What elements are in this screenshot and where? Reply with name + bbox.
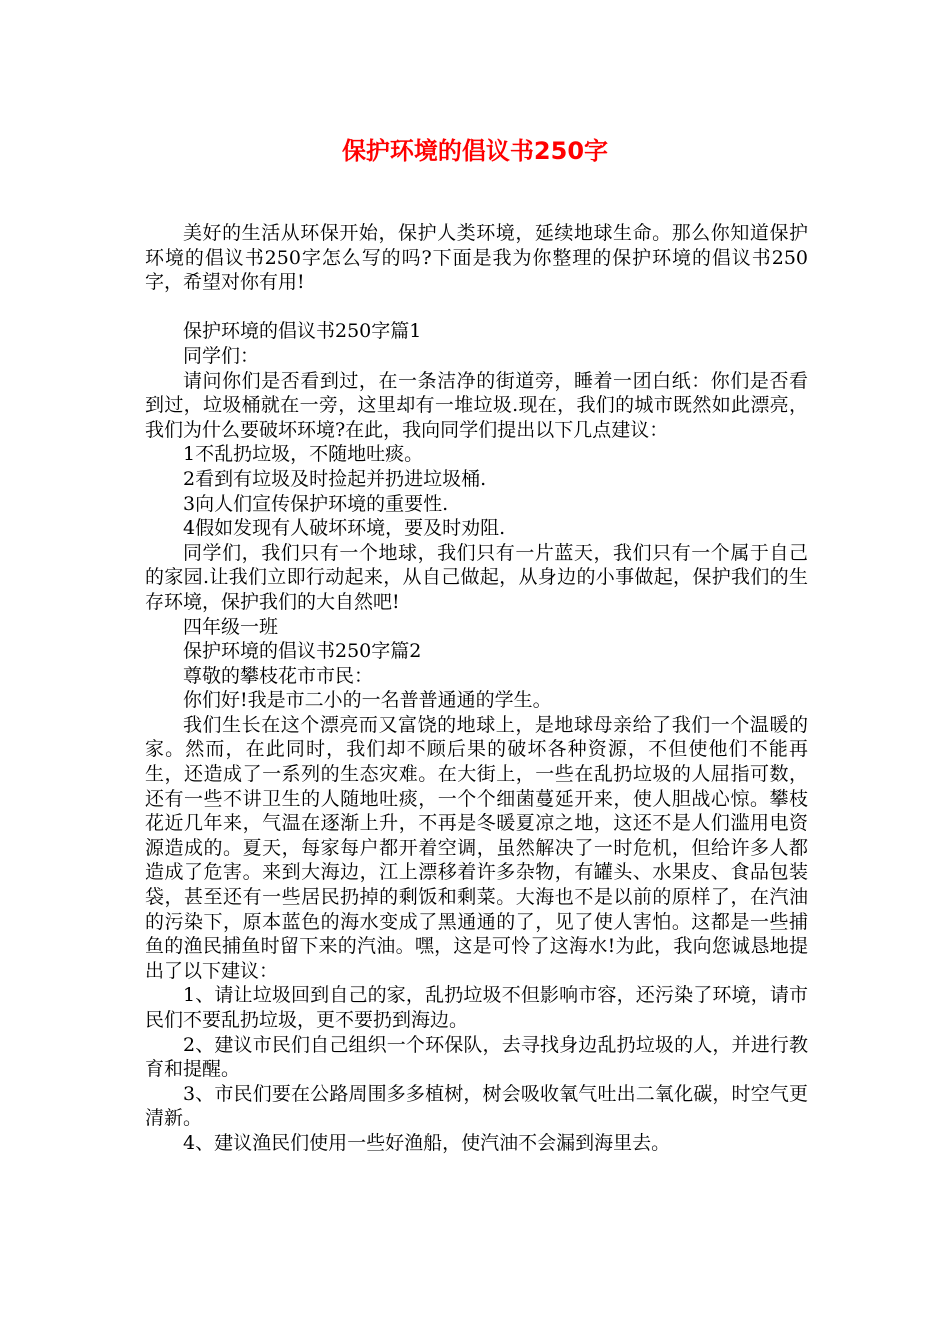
salutation-1: 同学们： — [183, 344, 260, 367]
list-item: 3、市民们要在公路周围多多植树，树会吸收氧气吐出二氧化碳，时空气更清新。 — [145, 1082, 808, 1130]
list-item: 3向人们宣传保护环境的重要性. — [183, 492, 449, 515]
section-heading-2: 保护环境的倡议书250字篇2 — [183, 640, 422, 663]
list-item: 1、请让垃圾回到自己的家，乱扔垃圾不但影响市容，还污染了环境，请市民们不要乱扔垃圾，更不要扔到海边。 — [145, 984, 808, 1031]
paragraph: 同学们，我们只有一个地球，我们只有一片蓝天，我们只有一个属于自己的家园.让我们立即行动起来，从自己做起，从身边的小事做起，保护我们的生存环境，保护我们的大自然吧! — [145, 541, 808, 613]
paragraph: 我们生长在这个漂亮而又富饶的地球上，是地球母亲给了我们一个温暖的家。然而，在此同时，我们却不顾后果的破坏各种资源，不但使他们不能再生，还造成了一系列的生态灾难。在大街上，一些在乱扔垃圾的人屈指可数，还有一些不讲卫生的人随地吐痰，一个个细菌蔓延开来，使人胆战心惊。攀枝花近几年来，气温在逐渐上升，不再是冬暖夏凉之地，这还不是人们滥用电资源造成的。夏天，每家每户都开着空调，虽然解决了一时危机，但给许多人都造成了危害。来到大海边，江上漂移着许多杂物，有罐头、水果皮、食品包装袋，甚至还有一些居民扔掉的剩饭和剩菜。大海也不是以前的原样了，在汽油的污染下，原本蓝色的海水变成了黑通通的了，见了使人害怕。这都是一些捕鱼的渔民捕鱼时留下来的汽油。嘿，这是可怜了这海水!为此，我向您诚恳地提出了以下建议： — [145, 713, 808, 982]
list-item: 1不乱扔垃圾，不随地吐痰。 — [183, 443, 424, 466]
document-title: 保护环境的倡议书250字 — [341, 137, 609, 165]
list-item: 4、建议渔民们使用一些好渔船，使汽油不会漏到海里去。 — [183, 1131, 671, 1154]
list-item: 4假如发现有人破坏环境，要及时劝阻. — [183, 517, 506, 540]
paragraph: 你们好!我是市二小的一名普普通通的学生。 — [183, 689, 552, 712]
signature: 四年级一班 — [183, 615, 279, 638]
section-heading-1: 保护环境的倡议书250字篇1 — [183, 320, 422, 343]
list-item: 2看到有垃圾及时捡起并扔进垃圾桶. — [183, 467, 487, 490]
intro-paragraph: 美好的生活从环保开始，保护人类环境，延续地球生命。那么你知道保护环境的倡议书250字怎么写的吗?下面是我为你整理的保护环境的倡议书250字，希望对你有用! — [145, 222, 808, 294]
document-body — [145, 221, 808, 1156]
salutation-2: 尊敬的攀枝花市市民： — [183, 664, 374, 687]
paragraph: 请问你们是否看到过，在一条洁净的街道旁，睡着一团白纸：你们是否看到过，垃圾桶就在一旁，这里却有一堆垃圾.现在，我们的城市既然如此漂亮，我们为什么要破坏环境?在此，我向同学们提出以下几点建议： — [145, 369, 808, 441]
list-item: 2、建议市民们自己组织一个环保队，去寻找身边乱扔垃圾的人，并进行教育和提醒。 — [145, 1033, 808, 1081]
